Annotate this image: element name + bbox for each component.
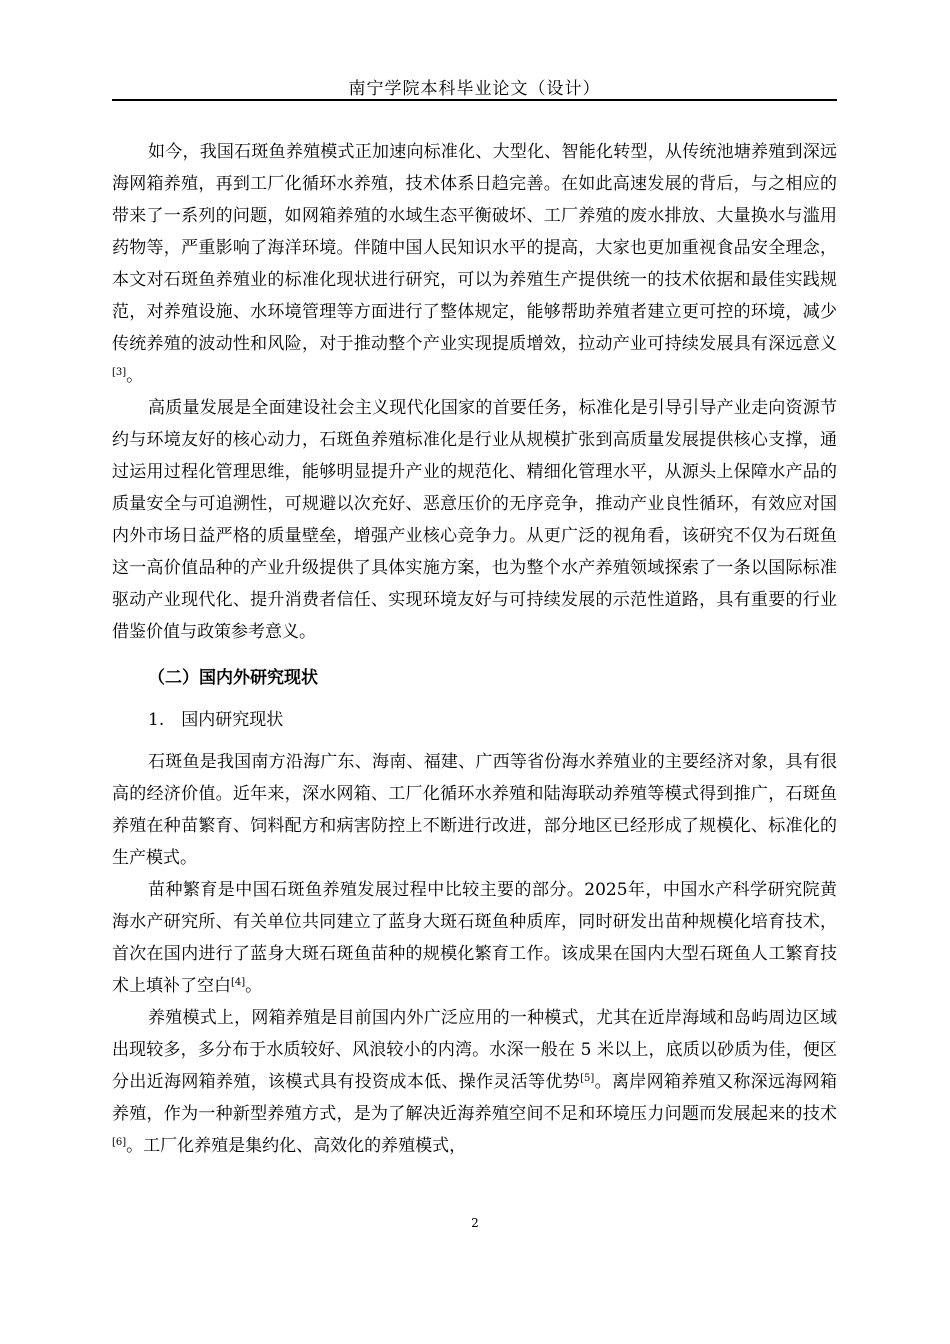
paragraph: 石斑鱼是我国南方沿海广东、海南、福建、广西等省份海水养殖业的主要经济对象，具有很高的经济价值。近年来，深水网箱、工厂化循环水养殖和陆海联动养殖等模式得到推广，石斑鱼养殖在种苗繁育、饲料配方和病害防控上不断进行改进，部分地区已经形成了规模化、标准化的生产模式。 [112,752,837,868]
subsection-heading: 1. 国内研究现状 [148,710,284,730]
citation[interactable]: [6] [112,1137,127,1148]
section-heading: （二）国内外研究现状 [148,668,318,688]
paragraph: 高质量发展是全面建设社会主义现代化国家的首要任务，标准化是引导引导产业走向资源节约与环境友好的核心动力，石斑鱼养殖标准化是行业从规模扩张到高质量发展提供核心支撑，通过运用过程化管理思维，能够明显提升产业的规范化、精细化管理水平，从源头上保障水产品的质量安全与可追溯性，可规避以次充好、恶意压价的无序竞争，推动产业良性循环，有效应对国内外市场日益严格的质量壁垒，增强产业核心竞争力。从更广泛的视角看，该研究不仅为石斑鱼这一高价值品种的产业升级提供了具体实施方案，也为整个水产养殖领域探索了一条以国际标准驱动产业现代化、提升消费者信任、实现环境友好与可持续发展的示范性道路，具有重要的行业借鉴价值与政策参考意义。 [112,398,837,642]
document-body [112,136,837,1162]
citation[interactable]: [4] [231,977,246,988]
page-header-title: 南宁学院本科毕业论文（设计） [348,79,601,99]
header-divider [112,99,837,101]
paragraph: 养殖模式上，网箱养殖是目前国内外广泛应用的一种模式，尤其在近岸海域和岛屿周边区域出现较多，多分布于水质较好、风浪较小的内湾。水深一般在 5 米以上，底质以砂质为佳，便区分出近海网箱养殖，该模式具有投资成本低、操作灵活等优势[5]。离岸网箱养殖又称深远海网箱养殖，作为一种新型养殖方式，是为了解决近海养殖空间不足和环境压力问题而发展起来的技术[6]。工厂化养殖是集约化、高效化的养殖模式， [112,1008,838,1156]
citation[interactable]: [5] [580,1073,595,1084]
paragraph: 如今，我国石斑鱼养殖模式正加速向标准化、大型化、智能化转型，从传统池塘养殖到深远海网箱养殖，再到工厂化循环水养殖，技术体系日趋完善。在如此高速发展的背后，与之相应的带来了一系列的问题，如网箱养殖的水域生态平衡破坏、工厂养殖的废水排放、大量换水与滥用药物等，严重影响了海洋环境。伴随中国人民知识水平的提高，大家也更加重视食品安全理念，本文对石斑鱼养殖业的标准化现状进行研究，可以为养殖生产提供统一的技术依据和最佳实践规范，对养殖设施、水环境管理等方面进行了整体规定，能够帮助养殖者建立更可控的环境，减少传统养殖的波动性和风险，对于推动整个产业实现提质增效，拉动产业可持续发展具有深远意义[3]。 [112,142,837,386]
paragraph: 苗种繁育是中国石斑鱼养殖发展过程中比较主要的部分。2025年，中国水产科学研究院黄海水产研究所、有关单位共同建立了蓝身大斑石斑鱼种质库，同时研发出苗种规模化培育技术，首次在国内进行了蓝身大斑石斑鱼苗种的规模化繁育工作。该成果在国内大型石斑鱼人工繁育技术上填补了空白[4]。 [112,880,837,996]
page-number: 2 [471,1216,479,1230]
citation[interactable]: [3] [112,367,127,378]
